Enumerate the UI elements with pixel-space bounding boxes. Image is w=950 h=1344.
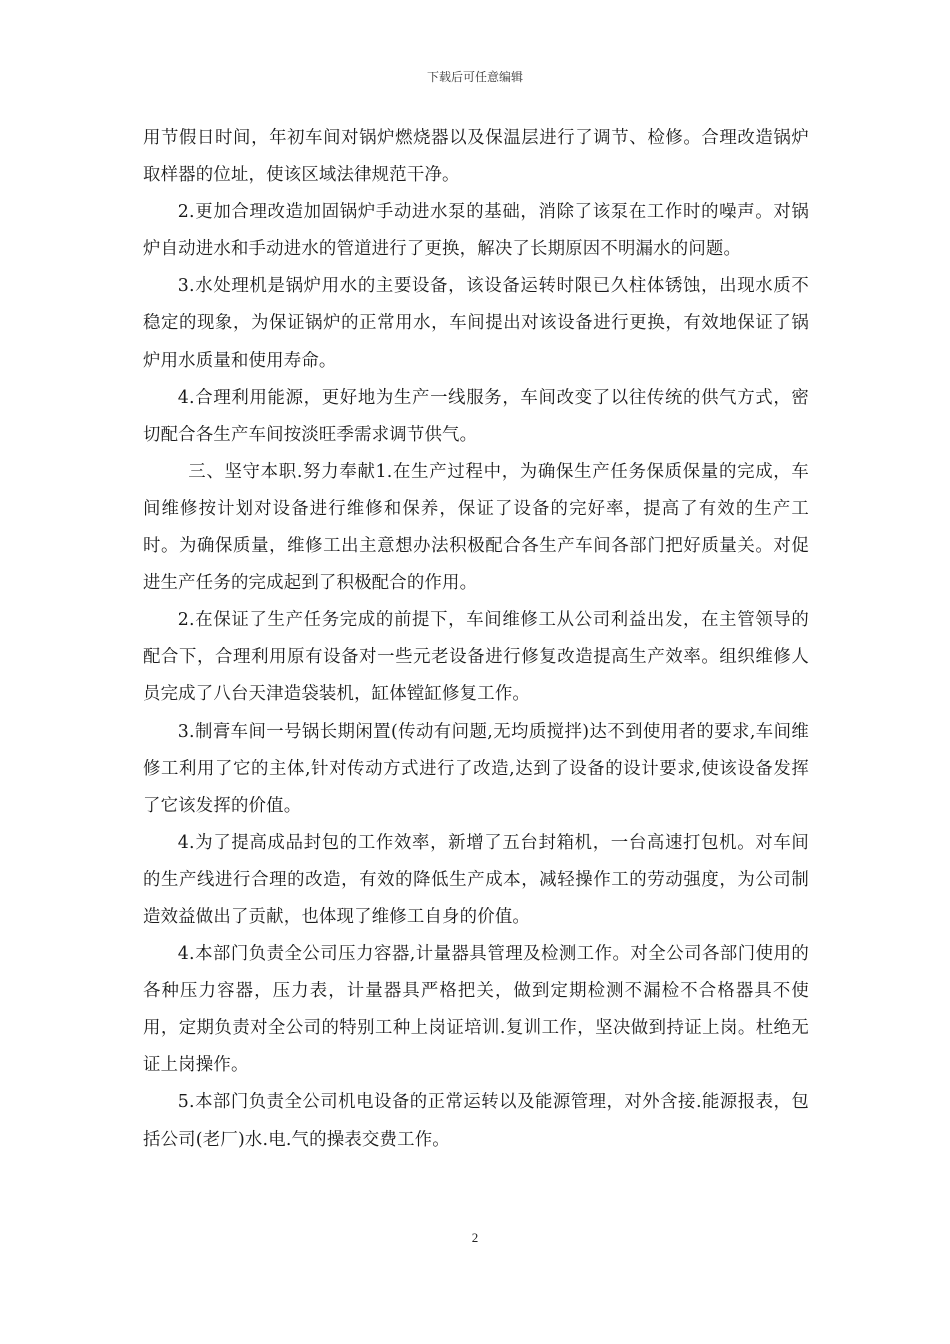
paragraph: 5.本部门负责全公司机电设备的正常运转以及能源管理，对外含接.能源报表，包括公司(老厂)水.电.气的操表交费工作。 bbox=[143, 1092, 809, 1150]
paragraph: 4.合理利用能源，更好地为生产一线服务，车间改变了以往传统的供气方式，密切配合各生产车间按淡旺季需求调节供气。 bbox=[143, 387, 809, 445]
page-header: 下载后可任意编辑 bbox=[426, 70, 523, 84]
paragraph: 2.在保证了生产任务完成的前提下，车间维修工从公司利益出发，在主管领导的配合下，合理利用原有设备对一些元老设备进行修复改造提高生产效率。组织维修人员完成了八台天津造袋装机，缸体镗缸修复工作。 bbox=[143, 610, 809, 705]
paragraph: 3.制膏车间一号锅长期闲置(传动有问题,无均质搅拌)达不到使用者的要求,车间维修工利用了它的主体,针对传动方式进行了改造,达到了设备的设计要求,使该设备发挥了它该发挥的价值。 bbox=[143, 721, 809, 816]
page-number: 2 bbox=[471, 1230, 479, 1245]
paragraph: 3.水处理机是锅炉用水的主要设备，该设备运转时限已久柱体锈蚀，出现水质不稳定的现象，为保证锅炉的正常用水，车间提出对该设备进行更换，有效地保证了锅炉用水质量和使用寿命。 bbox=[143, 276, 809, 371]
paragraph-continuation: 用节假日时间，年初车间对锅炉燃烧器以及保温层进行了调节、检修。合理改造锅炉取样器的位址，使该区域法律规范干净。 bbox=[143, 128, 809, 186]
document-body bbox=[143, 120, 809, 1159]
section-paragraph: 三、坚守本职.努力奉献1.在生产过程中，为确保生产任务保质保量的完成，车间维修按计划对设备进行维修和保养，保证了设备的完好率，提高了有效的生产工时。为确保质量，维修工出主意想办法积极配合各生产车间各部门把好质量关。对促进生产任务的完成起到了积极配合的作用。 bbox=[143, 461, 809, 594]
paragraph: 2.更加合理改造加固锅炉手动进水泵的基础，消除了该泵在工作时的噪声。对锅炉自动进水和手动进水的管道进行了更换，解决了长期原因不明漏水的问题。 bbox=[143, 202, 809, 260]
paragraph: 4.为了提高成品封包的工作效率，新增了五台封箱机，一台高速打包机。对车间的生产线进行合理的改造，有效的降低生产成本，减轻操作工的劳动强度，为公司制造效益做出了贡献，也体现了维修工自身的价值。 bbox=[143, 832, 809, 927]
paragraph: 4.本部门负责全公司压力容器,计量器具管理及检测工作。对全公司各部门使用的各种压力容器，压力表，计量器具严格把关，做到定期检测不漏检不合格器具不使用，定期负责对全公司的特别工种上岗证培训.复训工作，坚决做到持证上岗。杜绝无证上岗操作。 bbox=[143, 944, 809, 1076]
